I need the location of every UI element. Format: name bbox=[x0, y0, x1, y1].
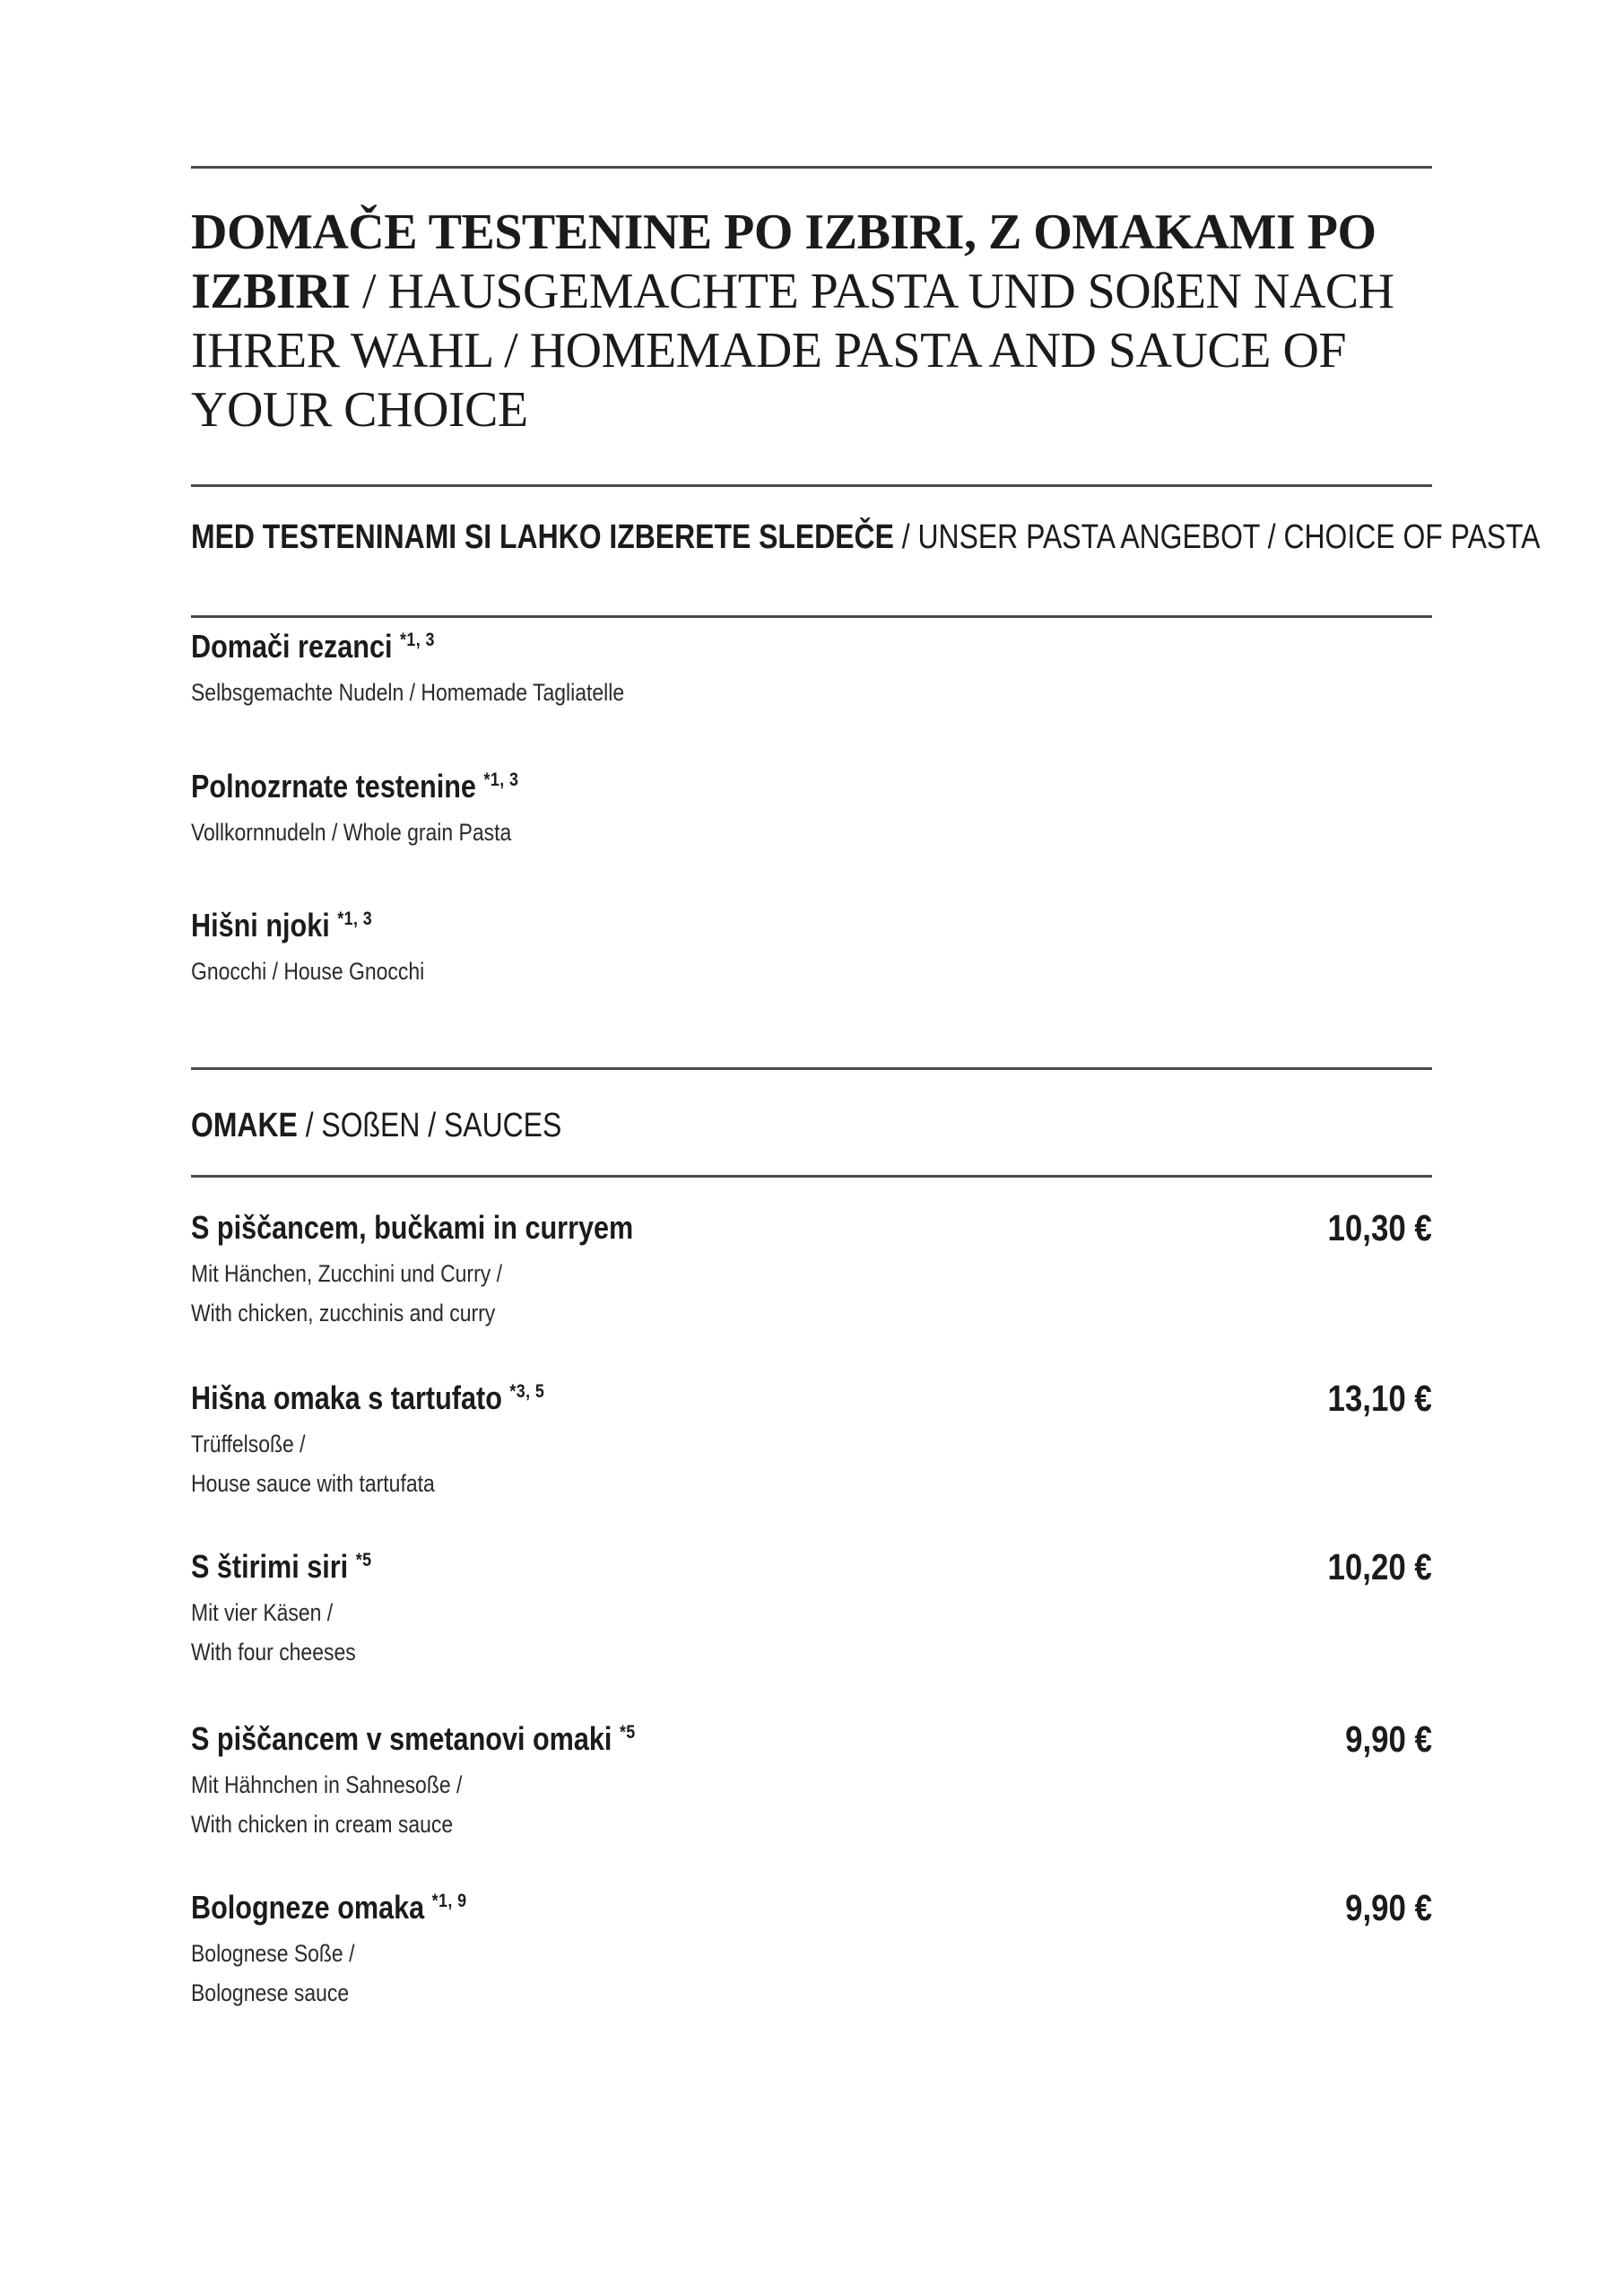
item-allergen-superscript: *3, 5 bbox=[509, 1381, 545, 1402]
item-description-german: Mit Hähnchen in Sahnesoße / bbox=[191, 1771, 463, 1798]
item-name-text: Domači rezanci bbox=[191, 628, 393, 665]
item-description-english: With chicken, zucchinis and curry bbox=[191, 1300, 496, 1326]
divider-rule bbox=[191, 1175, 1432, 1178]
item-allergen-superscript: *1, 3 bbox=[400, 630, 435, 650]
item-name bbox=[191, 1379, 1246, 1416]
pasta-heading-slovenian: MED TESTENINAMI SI LAHKO IZBERETE SLEDEČE bbox=[191, 518, 894, 556]
item-description-english: With chicken in cream sauce bbox=[191, 1811, 454, 1838]
item-price: 13,10 € bbox=[1327, 1378, 1432, 1419]
item-name-text: Hišni njoki bbox=[191, 907, 330, 944]
item-allergen-superscript: *1, 9 bbox=[431, 1891, 467, 1911]
page-title-slovenian: DOMAČE TESTENINE PO IZBIRI, Z OMAKAMI PO IZBIRI bbox=[191, 204, 1376, 319]
item-description: Selbsgemachte Nudeln / Homemade Tagliatelle bbox=[191, 679, 625, 706]
menu-content bbox=[191, 0, 1541, 2296]
item-allergen-superscript: *5 bbox=[355, 1550, 372, 1570]
item-description-english: House sauce with tartufata bbox=[191, 1470, 435, 1497]
item-name-text: S štirimi siri bbox=[191, 1548, 349, 1585]
item-allergen-superscript: *5 bbox=[619, 1722, 636, 1743]
item-name-text: Polnozrnate testenine bbox=[191, 768, 476, 804]
item-name bbox=[191, 1209, 1246, 1246]
menu-item-pasta bbox=[191, 907, 1432, 985]
item-name bbox=[191, 770, 1246, 803]
sauces-section-heading bbox=[191, 1109, 561, 1143]
menu-item-sauce bbox=[191, 1378, 1432, 1497]
item-description-german: Mit Hänchen, Zucchini und Curry / bbox=[191, 1260, 502, 1287]
divider-rule bbox=[191, 615, 1432, 618]
menu-item-pasta bbox=[191, 628, 1432, 706]
item-name-text: S piščancem v smetanovi omaki bbox=[191, 1720, 612, 1757]
sauces-heading-translation: / SOßEN / SAUCES bbox=[305, 1107, 562, 1144]
item-name bbox=[191, 1720, 1246, 1757]
pasta-heading-translation: / UNSER PASTA ANGEBOT / CHOICE OF PASTA bbox=[901, 518, 1541, 556]
item-price: 10,30 € bbox=[1327, 1207, 1432, 1248]
item-allergen-superscript: *1, 3 bbox=[483, 770, 519, 790]
item-description-english: With four cheeses bbox=[191, 1639, 356, 1665]
item-name bbox=[191, 909, 1246, 942]
item-name-text: Bologneze omaka bbox=[191, 1889, 425, 1926]
page-title-translation: / HAUSGEMACHTE PASTA UND SOßEN NACH IHRER WAHL / HOMEMADE PASTA AND SAUCE OF YOUR CHOICE bbox=[191, 264, 1394, 438]
item-description-english: Bolognese sauce bbox=[191, 1979, 350, 2006]
item-price: 9,90 € bbox=[1345, 1718, 1432, 1760]
item-name-text: S piščancem, bučkami in curryem bbox=[191, 1209, 634, 1246]
sauces-heading-slovenian: OMAKE bbox=[191, 1107, 298, 1144]
item-allergen-superscript: *1, 3 bbox=[337, 909, 373, 929]
menu-item-pasta bbox=[191, 768, 1432, 846]
item-name bbox=[191, 1889, 1246, 1926]
menu-item-sauce bbox=[191, 1718, 1432, 1838]
pasta-section-heading bbox=[191, 520, 1541, 554]
menu-item-sauce bbox=[191, 1887, 1432, 2006]
item-description-german: Mit vier Käsen / bbox=[191, 1599, 334, 1626]
item-price: 10,20 € bbox=[1327, 1546, 1432, 1587]
item-description-german: Trüffelsoße / bbox=[191, 1431, 306, 1457]
divider-rule bbox=[191, 484, 1432, 487]
item-name-text: Hišna omaka s tartufato bbox=[191, 1379, 502, 1416]
menu-item-sauce bbox=[191, 1546, 1432, 1665]
item-name bbox=[191, 1548, 1246, 1585]
item-description: Vollkornnudeln / Whole grain Pasta bbox=[191, 819, 512, 846]
item-price: 9,90 € bbox=[1345, 1887, 1432, 1928]
item-description-german: Bolognese Soße / bbox=[191, 1940, 355, 1967]
divider-rule bbox=[191, 1067, 1432, 1070]
item-name bbox=[191, 628, 1246, 665]
menu-item-sauce bbox=[191, 1207, 1432, 1326]
page-title bbox=[191, 203, 1432, 439]
divider-rule bbox=[191, 166, 1432, 169]
item-description: Gnocchi / House Gnocchi bbox=[191, 958, 425, 985]
